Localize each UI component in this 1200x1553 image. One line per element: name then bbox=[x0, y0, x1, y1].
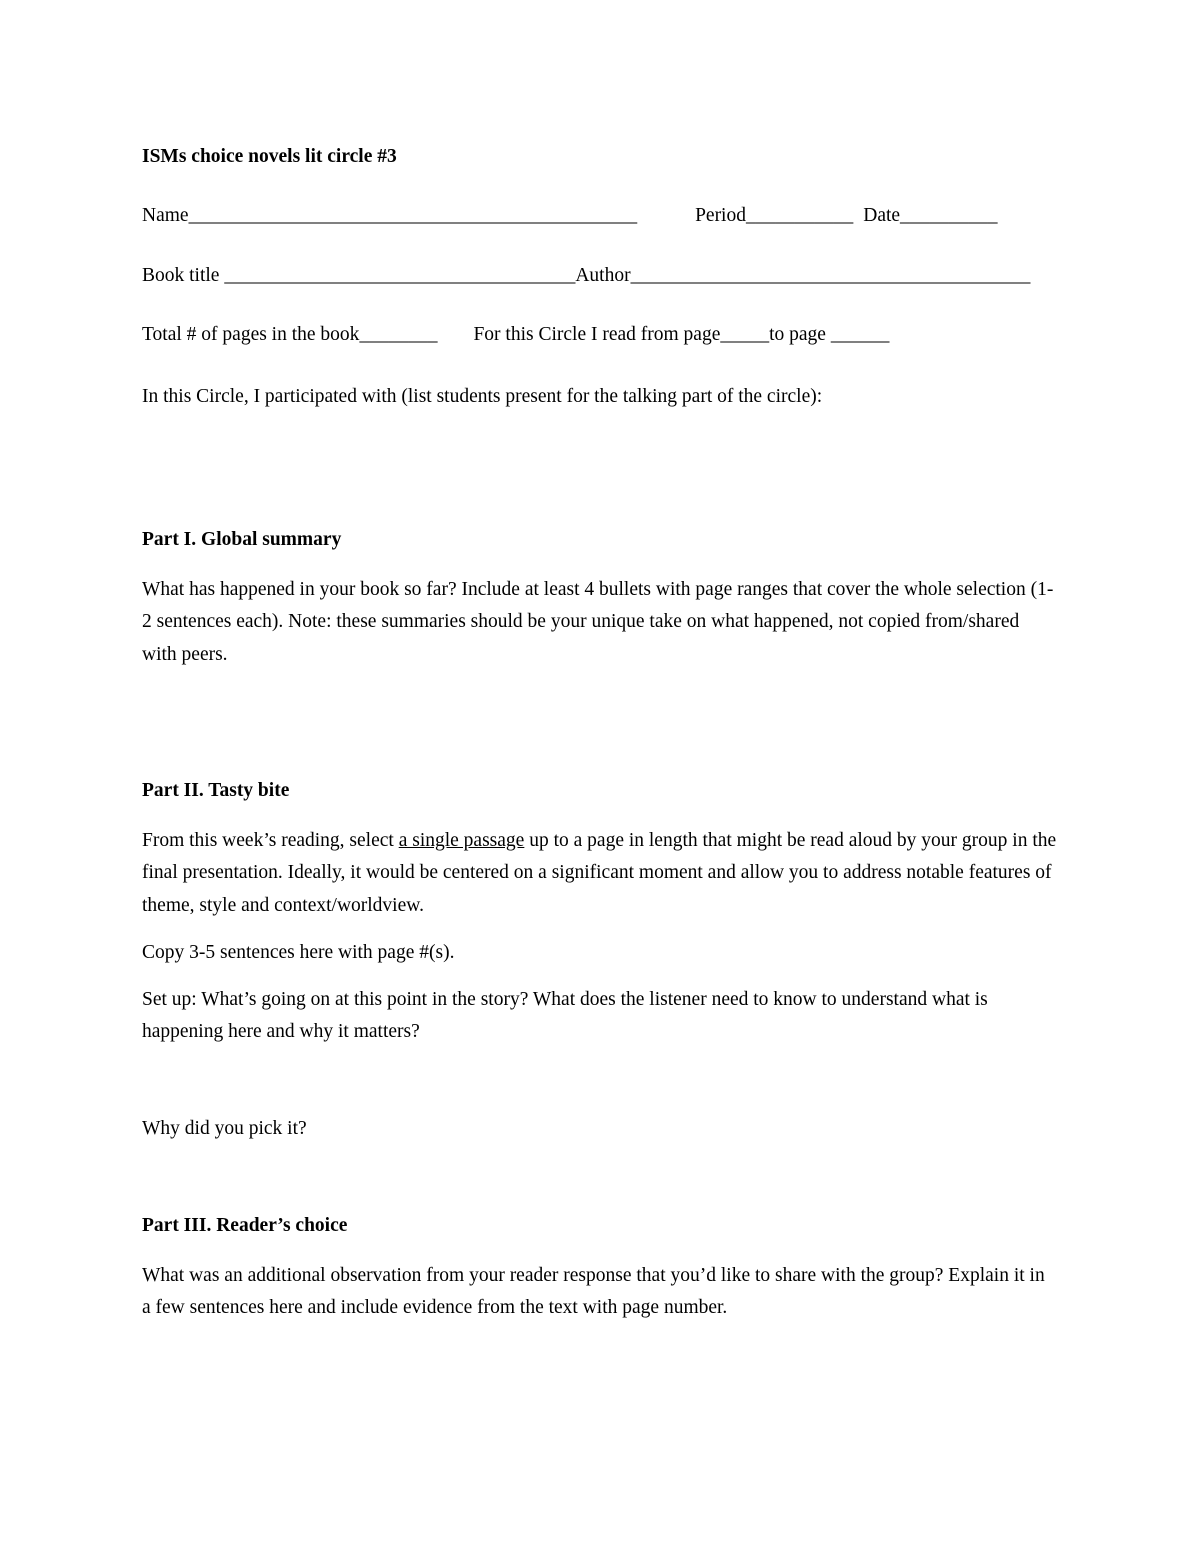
part2-body-before: From this week’s reading, select bbox=[142, 829, 399, 851]
part1-body: What has happened in your book so far? Include at least 4 bullets with page ranges that cover the whole selection (1-2 sentences each). Note: these summaries should be your unique take on what happened, not copied from/shared with peers. bbox=[142, 578, 1054, 665]
document-title: ISMs choice novels lit circle #3 bbox=[142, 146, 397, 167]
book-author-line bbox=[142, 260, 1058, 293]
to-page-blank-line: ______ bbox=[830, 324, 890, 346]
total-pages-blank-line: ________ bbox=[359, 324, 438, 346]
to-page-label: to page bbox=[769, 324, 831, 346]
part2-body-underlined-phrase: a single passage bbox=[398, 829, 525, 851]
date-blank-line: __________ bbox=[900, 204, 998, 226]
date-label: Date bbox=[863, 204, 901, 226]
part2-why-question: Why did you pick it? bbox=[142, 1118, 307, 1139]
part2-body-after: up to a page in length that might be read aloud by your group in the final presentation. Ideally, it would be centered on a significant moment and allow you to address notable features of theme, style and context/worldview. bbox=[142, 829, 1057, 916]
author-blank-line: _________________________________________ bbox=[630, 264, 1031, 286]
book-title-blank-line: ____________________________________ bbox=[224, 264, 576, 286]
period-blank-line: ___________ bbox=[745, 204, 854, 226]
part3-heading: Part III. Reader’s choice bbox=[142, 1214, 348, 1236]
part2-heading: Part II. Tasty bite bbox=[142, 779, 290, 801]
name-blank-line: ______________________________________________ bbox=[188, 204, 638, 226]
part2-body bbox=[142, 825, 1058, 923]
name-period-date-line bbox=[142, 200, 1058, 233]
from-page-blank-line: _____ bbox=[720, 324, 770, 346]
name-label: Name bbox=[142, 204, 189, 226]
book-title-label: Book title bbox=[142, 264, 225, 286]
part2-setup-question: Set up: What’s going on at this point in the story? What does the listener need to know to understand what is happening here and why it matters? bbox=[142, 988, 988, 1043]
total-pages-label: Total # of pages in the book bbox=[142, 324, 360, 346]
part2-copy-instruction: Copy 3-5 sentences here with page #(s). bbox=[142, 941, 455, 963]
participation-instruction: In this Circle, I participated with (list students present for the talking part of the circle): bbox=[142, 386, 823, 407]
author-label: Author bbox=[575, 264, 631, 286]
pages-range-line bbox=[142, 319, 1058, 352]
circle-read-label: For this Circle I read from page bbox=[473, 324, 721, 346]
part1-heading: Part I. Global summary bbox=[142, 528, 342, 550]
period-label: Period bbox=[695, 204, 746, 226]
part3-body: What was an additional observation from your reader response that you’d like to share with the group? Explain it in a few sentences here and include evidence from the text with page number. bbox=[142, 1264, 1045, 1319]
